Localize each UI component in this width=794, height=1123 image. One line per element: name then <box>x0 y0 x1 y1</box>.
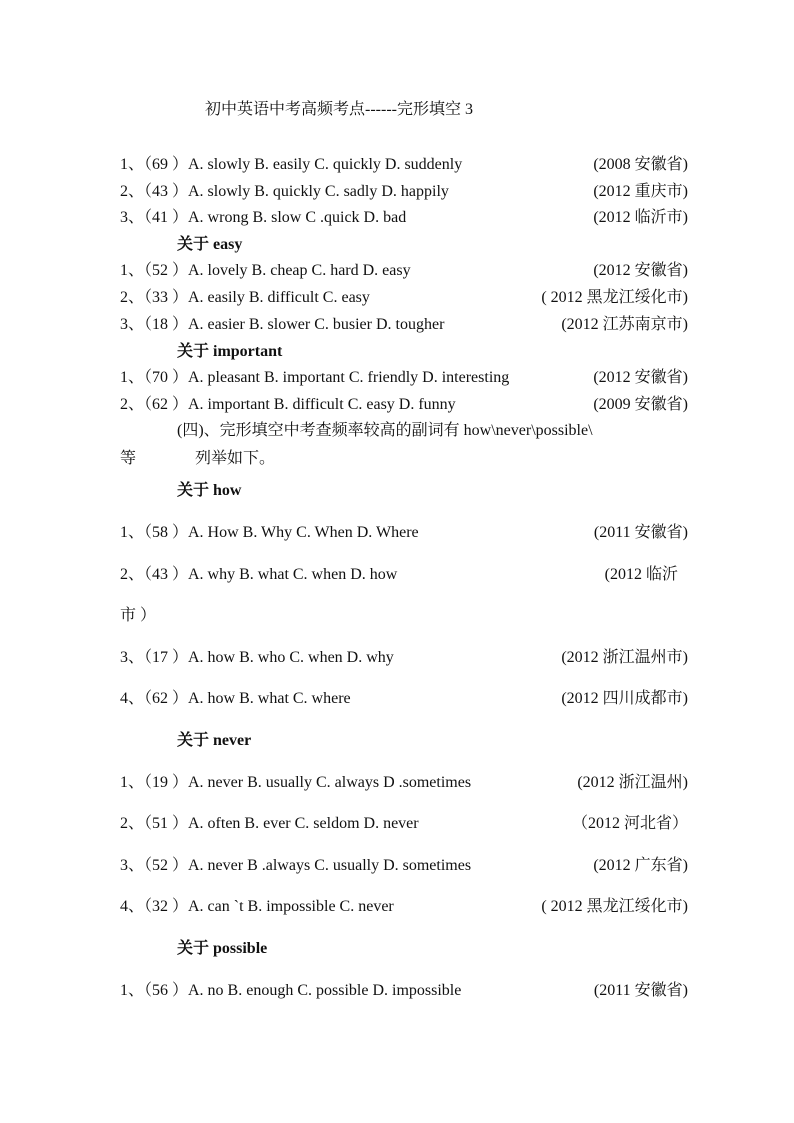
question-line <box>120 314 688 336</box>
question-source: （2012 河北省） <box>571 815 688 832</box>
question-text: 1、（52 ）A. lovely B. cheap C. hard D. easy <box>120 262 411 279</box>
question-source: (2012 安徽省) <box>593 262 688 279</box>
section-heading-how: 关于 how <box>177 482 242 499</box>
question-text: 4、（62 ）A. how B. what C. where <box>120 690 351 707</box>
question-text: 1、（70 ）A. pleasant B. important C. friendly D. interesting <box>120 369 510 386</box>
page-title: 初中英语中考高频考点------完形填空 3 <box>205 101 473 118</box>
question-line <box>120 260 688 282</box>
question-source: (2012 临沂 <box>604 566 678 583</box>
question-source: ( 2012 黑龙江绥化市) <box>541 898 688 915</box>
question-text: 2、（62 ）A. important B. difficult C. easy D. funny <box>120 396 456 413</box>
question-text: 3、（18 ）A. easier B. slower C. busier D. tougher <box>120 316 445 333</box>
section-heading-important: 关于 important <box>177 343 283 360</box>
question-source-wrap: 市 ） <box>120 607 157 624</box>
question-text: 3、（52 ）A. never B .always C. usually D. sometimes <box>120 857 472 874</box>
question-line <box>120 207 688 229</box>
question-text: 2、（43 ）A. why B. what C. when D. how <box>120 566 398 583</box>
question-line <box>120 896 688 918</box>
question-text: 2、（51 ）A. often B. ever C. seldom D. never <box>120 815 419 832</box>
question-source: (2012 广东省) <box>593 857 688 874</box>
question-source: (2012 安徽省) <box>593 369 688 386</box>
question-text: 3、（17 ）A. how B. who C. when D. why <box>120 649 394 666</box>
question-text: 1、（69 ）A. slowly B. easily C. quickly D. suddenly <box>120 156 463 173</box>
question-source: (2012 浙江温州) <box>577 774 688 791</box>
question-text: 4、（32 ）A. can `t B. impossible C. never <box>120 898 394 915</box>
question-source: (2008 安徽省) <box>593 156 688 173</box>
question-text: 2、（43 ）A. slowly B. quickly C. sadly D. happily <box>120 183 449 200</box>
question-line <box>120 394 688 416</box>
question-source: (2011 安徽省) <box>593 982 688 999</box>
question-text: 2、（33 ）A. easily B. difficult C. easy <box>120 289 370 306</box>
question-line <box>120 772 688 794</box>
question-source: (2012 江苏南京市) <box>561 316 688 333</box>
question-text: 1、（19 ）A. never B. usually C. always D .sometimes <box>120 774 472 791</box>
question-line <box>120 287 688 309</box>
question-line <box>120 980 688 1002</box>
question-line <box>120 564 678 586</box>
question-source: (2012 重庆市) <box>593 183 688 200</box>
question-line <box>120 688 688 710</box>
question-text: 1、（58 ）A. How B. Why C. When D. Where <box>120 524 419 541</box>
question-line <box>120 367 688 389</box>
question-line <box>120 181 688 203</box>
question-source: (2012 四川成都市) <box>561 690 688 707</box>
question-text: 1、（56 ）A. no B. enough C. possible D. impossible <box>120 982 462 999</box>
intro-paragraph-line1: (四)、完形填空中考查频率较高的副词有 how\never\possible\ <box>177 422 593 439</box>
intro-paragraph-line2: 列举如下。 <box>195 450 276 467</box>
question-source: ( 2012 黑龙江绥化市) <box>541 289 688 306</box>
question-line <box>120 154 688 176</box>
section-heading-never: 关于 never <box>177 732 252 749</box>
question-source: (2012 临沂市) <box>593 209 688 226</box>
question-text: 3、（41 ）A. wrong B. slow C .quick D. bad <box>120 209 407 226</box>
question-line <box>120 813 688 835</box>
section-heading-easy: 关于 easy <box>177 236 243 253</box>
question-source: (2011 安徽省) <box>593 524 688 541</box>
intro-paragraph-prefix: 等 <box>120 450 137 467</box>
question-line <box>120 855 688 877</box>
question-line <box>120 647 688 669</box>
question-line <box>120 522 688 544</box>
question-source: (2012 浙江温州市) <box>561 649 688 666</box>
section-heading-possible: 关于 possible <box>177 940 268 957</box>
question-source: (2009 安徽省) <box>593 396 688 413</box>
